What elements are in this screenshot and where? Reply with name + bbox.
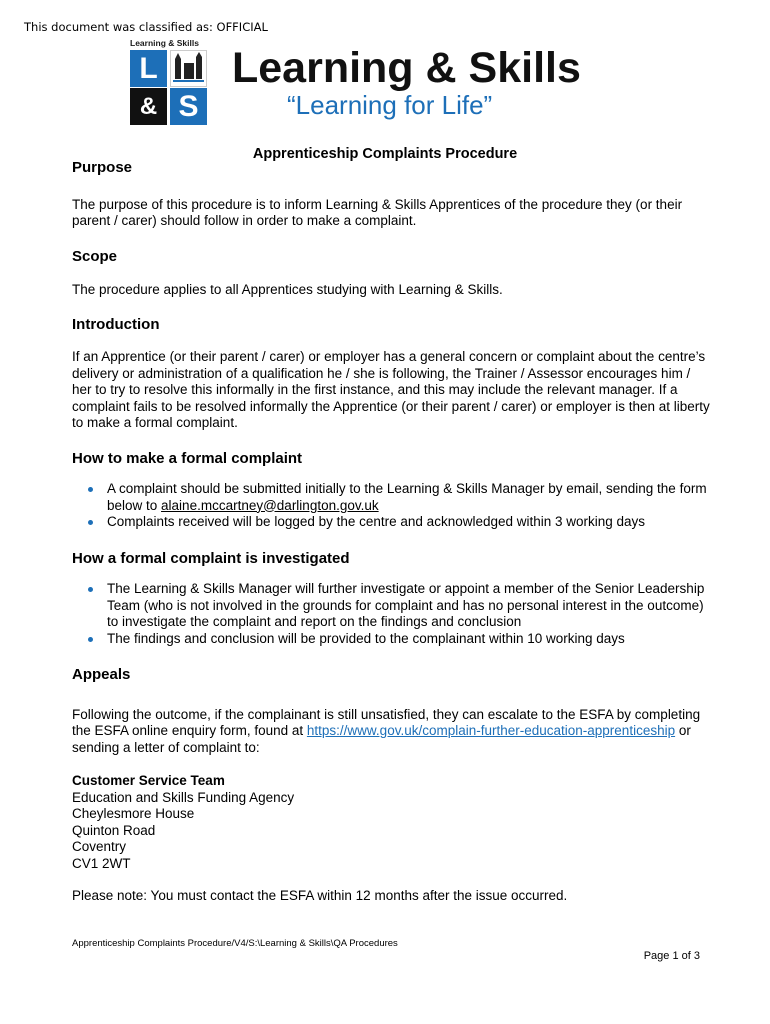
purpose-text: The purpose of this procedure is to inform Learning & Skills Apprentices of the procedure they (or their parent / carer) should follow in order to make a complaint. bbox=[72, 196, 683, 228]
investigated-heading: How a formal complaint is investigated bbox=[72, 549, 350, 567]
esfa-link[interactable]: https://www.gov.uk/complain-further-education-apprenticeship bbox=[306, 723, 676, 738]
bullet-icon bbox=[88, 520, 93, 525]
email-link[interactable]: alaine.mccartney@darlington.gov.uk bbox=[161, 497, 379, 513]
appeals-text bbox=[72, 707, 712, 757]
introduction-text: If an Apprentice (or their parent / carer) or employer has a general concern or complaint about the centre’s delivery or administration of a qualification he / she is following, the Trainer / Assessor encourages him / her to try to resolve this informally in the first instance, and this may include the relevant manager. If a complaint fails to be resolved informally the Apprentice (or their parent / carer) or employer is then at liberty to make a formal complaint. bbox=[72, 349, 710, 430]
brand-title: Learning & Skills bbox=[232, 44, 581, 92]
investigated-bullet-2: The findings and conclusion will be provided to the complainant within 10 working days bbox=[107, 630, 625, 646]
purpose-heading: Purpose bbox=[72, 159, 133, 176]
list-item bbox=[107, 481, 712, 514]
brand-tagline: “Learning for Life” bbox=[287, 90, 493, 120]
list-item bbox=[107, 631, 712, 648]
address-line: Cheylesmore House bbox=[72, 806, 195, 821]
investigated-list bbox=[72, 581, 712, 647]
address-line: CV1 2WT bbox=[72, 855, 131, 871]
how-to-list bbox=[72, 481, 712, 531]
address-block bbox=[72, 773, 712, 872]
logo bbox=[130, 38, 208, 126]
introduction-heading: Introduction bbox=[72, 315, 160, 333]
appeals-heading: Appeals bbox=[72, 666, 131, 683]
bullet-icon bbox=[88, 637, 93, 642]
document-body bbox=[72, 160, 712, 905]
classification-label: This document was classified as: OFFICIAL bbox=[24, 20, 268, 34]
scope-heading: Scope bbox=[72, 247, 118, 265]
building-icon bbox=[170, 50, 207, 87]
scope-text: The procedure applies to all Apprentices studying with Learning & Skills. bbox=[72, 282, 503, 297]
appeals-text-after: or sending a letter of complaint to: bbox=[72, 723, 691, 755]
list-item bbox=[107, 581, 712, 631]
logo-tile-amp: & bbox=[130, 88, 167, 125]
how-to-bullet-1-text: A complaint should be submitted initially to the Learning & Skills Manager by email, sending the form below to bbox=[107, 481, 707, 513]
footer-path: Apprenticeship Complaints Procedure/V4/S:\Learning & Skills\QA Procedures bbox=[72, 938, 398, 949]
how-to-bullet-2: Complaints received will be logged by the centre and acknowledged within 3 working days bbox=[107, 514, 646, 529]
how-to-heading: How to make a formal complaint bbox=[72, 449, 303, 467]
logo-tile-s: S bbox=[170, 88, 207, 125]
page-number: Page 1 of 3 bbox=[643, 950, 700, 962]
address-line: Quinton Road bbox=[72, 822, 156, 838]
investigated-bullet-1: The Learning & Skills Manager will further investigate or appoint a member of the Senior Leadership Team (who is not involved in the grounds for complaint and has no personal interest in the outcome) to investigate the complaint and report on the findings and conclusion bbox=[107, 581, 705, 629]
appeals-text-before: Following the outcome, if the complainant is still unsatisfied, they can escalate to the ESFA by completing the ESFA online enquiry form, found at bbox=[72, 706, 701, 738]
address-line: Coventry bbox=[72, 839, 127, 854]
document-title: Apprenticeship Complaints Procedure bbox=[252, 146, 518, 162]
address-line: Education and Skills Funding Agency bbox=[72, 789, 295, 805]
list-item bbox=[107, 514, 712, 531]
bullet-icon bbox=[88, 487, 93, 492]
address-name: Customer Service Team bbox=[72, 773, 225, 788]
note-text: Please note: You must contact the ESFA within 12 months after the issue occurred. bbox=[72, 888, 568, 903]
bullet-icon bbox=[88, 587, 93, 592]
logo-small-text: Learning & Skills bbox=[130, 38, 199, 48]
logo-tile-l: L bbox=[130, 50, 167, 87]
